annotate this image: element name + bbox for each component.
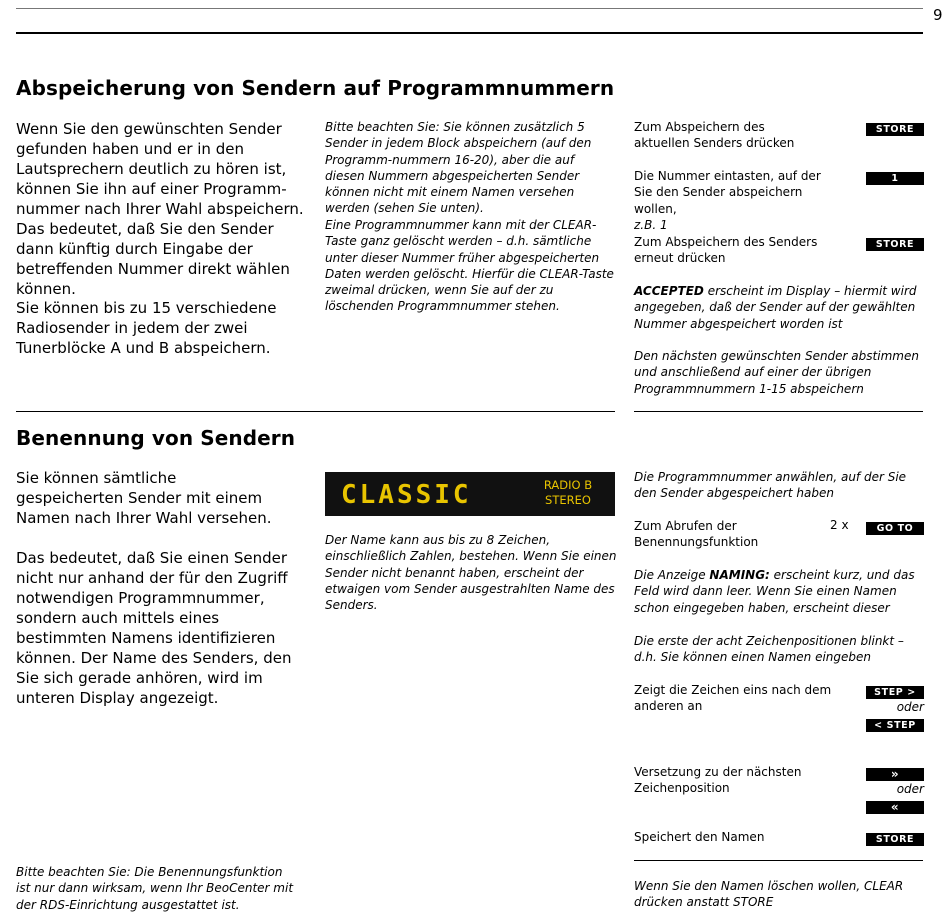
delete-name-text: Wenn Sie den Namen löschen wollen, CLEAR drücken anstatt STORE xyxy=(634,879,904,910)
section1-divider-left xyxy=(16,411,615,412)
store-key[interactable]: STORE xyxy=(866,123,924,136)
back-arrow-key[interactable]: « xyxy=(866,801,924,814)
accepted-info-text xyxy=(634,283,919,332)
store-key-3[interactable]: STORE xyxy=(866,833,924,846)
display-station-name: CLASSIC xyxy=(341,480,472,510)
naming-pre: Die Anzeige xyxy=(634,568,710,582)
select-program-text: Die Programmnummer anwählen, auf der Sie den Sender abgespeichert haben xyxy=(634,470,907,501)
naming-info-text xyxy=(634,567,924,616)
naming-bottom-note: Bitte beachten Sie: Die Benennungsfunktion ist nur dann wirksam, wenn Ihr BeoCenter mit der RDS-Einrichtung ausgestattet ist. xyxy=(16,865,294,912)
step-back-key[interactable]: < STEP xyxy=(866,719,924,732)
section-title-storing: Abspeicherung von Sendern auf Programmnummern xyxy=(16,76,615,100)
goto-times: 2 x xyxy=(830,518,849,532)
top-thin-rule xyxy=(16,8,923,9)
chars-step-text: Zeigt die Zeichen eins nach dem anderen an xyxy=(634,683,832,714)
display-caption: Der Name kann aus bis zu 8 Zeichen, einschließlich Zahlen, bestehen. Wenn Sie einen Sender nicht benannt haben, erscheint der etwaigen vom Sender ausgestrahlten Name des Senders. xyxy=(325,533,617,613)
step-forward-key[interactable]: STEP > xyxy=(866,686,924,699)
naming-intro-paragraph-2: Das bedeutet, daß Sie einen Sender nicht nur anhand der für den Zugriff notwendigen Programmnummer, sondern auch mittels eines bestimmten Namens identifizieren können. Der Name des Senders, den Sie sich gerade anhören, wird im unteren Display angezeigt. xyxy=(16,549,292,707)
section2-divider-right xyxy=(634,860,923,861)
blink-info-text: Die erste der acht Zeichenpositionen blinkt – d.h. Sie können einen Namen eingeben xyxy=(634,634,904,665)
accepted-rest: erscheint im Display – hiermit wird angegeben, daß der Sender auf der gewählten Nummer abgespeichert worden ist xyxy=(634,284,917,331)
step-store-again-text: Zum Abspeichern des Senders erneut drücken xyxy=(634,235,818,266)
storing-note-paragraph-2: Eine Programmnummer kann mit der CLEAR-Taste ganz gelöscht werden – d.h. sämtliche unter dieser Nummer früher abgespeicherten Daten werden gelöscht. Hierfür die CLEAR-Taste zweimal drücken, wenn Sie auf der zu löschenden Programmnummer stehen. xyxy=(325,218,614,314)
display-status xyxy=(533,478,603,508)
lcd-display xyxy=(325,472,615,516)
save-name-text: Speichert den Namen xyxy=(634,830,765,844)
forward-arrow-key[interactable]: » xyxy=(866,768,924,781)
naming-rest: erscheint kurz, und das Feld wird dann leer. Wenn Sie einen Namen schon eingegeben haben, erscheint dieser xyxy=(634,568,915,615)
move-step-text: Versetzung zu der nächsten Zeichenposition xyxy=(634,765,802,796)
naming-intro-paragraph-1: Sie können sämtliche gespeicherten Sender mit einem Namen nach Ihrer Wahl versehen. xyxy=(16,469,272,527)
oder-label-2: oder xyxy=(896,782,924,796)
number-1-key[interactable]: 1 xyxy=(866,172,924,185)
section-title-naming: Benennung von Sendern xyxy=(16,426,296,450)
goto-step-text: Zum Abrufen der Benennungsfunktion xyxy=(634,519,759,550)
section1-divider-right xyxy=(634,411,923,412)
next-station-text: Den nächsten gewünschten Sender abstimmen und anschließend auf einer der übrigen Programmnummern 1-15 abspeichern xyxy=(634,349,919,396)
storing-intro-paragraph-1: Wenn Sie den gewünschten Sender gefunden haben und er in den Lautsprechern deutlich zu hören ist, können Sie ihn auf einer Programm-nummer nach Ihrer Wahl abspeichern. Das bedeutet, daß Sie den Sender dann künftig durch Eingabe der betreffenden Nummer direkt wählen können. xyxy=(16,120,304,298)
step-store-current-text: Zum Abspeichern des aktuellen Senders drücken xyxy=(634,120,795,151)
display-mode: STEREO xyxy=(545,493,591,507)
naming-word: NAMING: xyxy=(709,568,770,582)
page-number: 9 xyxy=(933,6,943,24)
storing-intro-paragraph-2: Sie können bis zu 15 verschiedene Radiosender in jedem der zwei Tunerblöcke A und B abspeichern. xyxy=(16,299,277,357)
accepted-word: ACCEPTED xyxy=(634,284,704,298)
step-enter-number-example: z.B. 1 xyxy=(634,217,668,232)
top-thick-rule xyxy=(16,32,923,34)
display-source: RADIO B xyxy=(543,478,593,492)
goto-key[interactable]: GO TO xyxy=(866,522,924,535)
store-key-2[interactable]: STORE xyxy=(866,238,924,251)
step-enter-number-text xyxy=(634,168,834,233)
storing-note-paragraph-1: Bitte beachten Sie: Sie können zusätzlich 5 Sender in jedem Block abspeichern (auf den Programm-nummern 16-20), aber die auf diesen Nummern abgespeicherten Sender können nicht mit einem Namen versehen werden (sehen Sie unten). xyxy=(325,120,592,216)
step-enter-number-label: Die Nummer eintasten, auf der Sie den Sender abspeichern wollen, xyxy=(634,169,821,216)
oder-label-1: oder xyxy=(896,700,924,714)
